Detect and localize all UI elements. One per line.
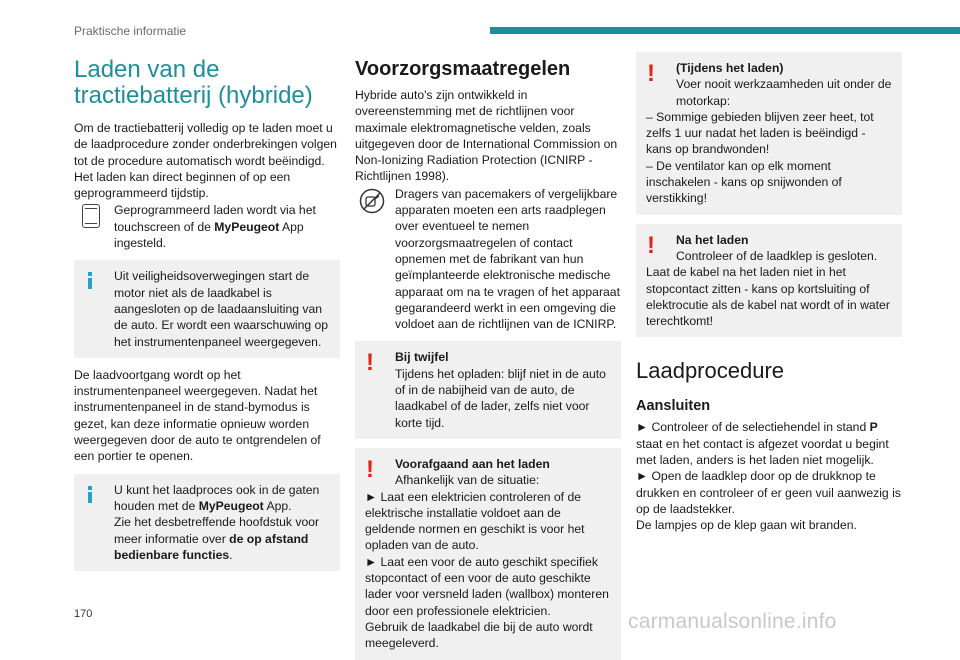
info-safety-text: Uit veiligheidsoverwegingen start de motor niet als de laadkabel is aangesloten op de laadaansluiting van de auto. Er wordt een waarschuwing op het instrumentenpaneel weergegeven. — [114, 269, 329, 349]
warning-icon: ! — [366, 455, 374, 483]
warning-line: – De ventilator kan op elk moment inschakelen - kans op snijwonden of verstikking! — [646, 158, 842, 206]
warning-title: Na het laden — [676, 232, 749, 247]
warning-line: Gebruik de laadkabel die bij de auto wordt meegeleverd. — [365, 619, 593, 651]
warning-icon: ! — [647, 231, 655, 259]
section-title-charging-procedure: Laadprocedure — [636, 358, 785, 384]
warning-icon: ! — [366, 349, 374, 377]
warning-title: Bij twijfel — [395, 350, 449, 365]
intro-paragraph: Om de tractiebatterij volledig op te laden moet u de laadprocedure zonder onderbrekingen volgen tot de procedure automatisch wordt beëindigd. Het laden kan direct beginnen of op een geprogrammeerd tijdstip. — [74, 121, 337, 201]
warning-line: Controleer of de laadklep is gesloten. — [676, 248, 878, 263]
step-open-flap: ► Open de laadklep door op de drukknop te drukken en controleer of er geen vuil aanwezig is op de laadstekker. — [636, 469, 901, 516]
pacemaker-text: Dragers van pacemakers of vergelijkbare apparaten moeten een arts raadplegen over eventueel te nemen voorzorgsmaatregelen of contact opnemen met de fabrikant van hun geïmplanteerde elektronische medische apparaat om na te vragen of het apparaat gegarandeerd werkt in een omgeving die voldoet aan de richtlijnen van de ICNIRP. — [395, 186, 620, 332]
info-icon — [88, 486, 92, 503]
warning-title: (Tijdens het laden) — [676, 61, 784, 75]
warning-line: – Sommige gebieden blijven zeer heet, tot zelfs 1 uur nadat het laden is beëindigd - kans op brandwonden! — [646, 109, 874, 157]
phone-note-end: App ingesteld. — [114, 219, 304, 251]
progress-paragraph: De laadvoortgang wordt op het instrumentenpaneel weergegeven. Nadat het instrumentenpaneel in de stand-bymodus is gezet, kan deze informatie opnieuw worden weergegeven door de auto te ontgrendelen of een portier te openen. — [74, 367, 321, 464]
phone-note — [74, 202, 340, 251]
app-name: MyPeugeot — [214, 219, 280, 234]
warning-box-before-charging — [355, 448, 621, 660]
info-box-app — [74, 474, 340, 571]
info-icon — [88, 272, 92, 289]
info-box-safety — [74, 260, 340, 357]
warning-line: Laat de kabel na het laden niet in het stopcontact zitten - kans op kortsluiting of elektrocutie als de kabel nat wordt of in water terechtkomt! — [646, 265, 890, 329]
subsection-title-connect: Aansluiten — [636, 398, 711, 415]
warning-box-during-charging — [636, 52, 902, 215]
phone-note-text: Geprogrammeerd laden wordt via het touchscreen of de — [114, 203, 316, 234]
page-number: 170 — [74, 608, 93, 620]
smartphone-icon — [82, 204, 100, 228]
warning-box-after-charging — [636, 224, 902, 338]
warning-icon: ! — [647, 60, 655, 87]
warning-line: ► Laat een voor de auto geschikt specifiek stopcontact of een voor de auto geschikte lader voor versneld laden (wallbox) monteren door een professionele elektricien. — [365, 554, 609, 618]
warning-line: Afhankelijk van de situatie: — [395, 473, 540, 488]
page-title: Laden van de tractiebatterij (hybride) — [74, 56, 313, 109]
info-app-text: U kunt het laadproces ook in de gaten houden met de MyPeugeot App. Zie het desbetreffende hoofdstuk voor meer informatie over de op afstand bedienbare functies. — [114, 482, 320, 562]
step-selector: ► Controleer of de selectiehendel in stand P staat en het contact is afgezet voordat u begint met laden, anders is het laden niet mogelijk. — [636, 420, 889, 468]
section-title-precautions: Voorzorgsmaatregelen — [355, 58, 571, 80]
column-left — [74, 52, 340, 571]
warning-text: Tijdens het opladen: blijf niet in de auto of in de nabijheid van de auto, de laadkabel of de lader, zelfs niet voor korte tijd. — [395, 366, 606, 430]
warning-box-doubt — [355, 341, 621, 438]
pacemaker-warning-icon — [359, 188, 385, 214]
header-accent-bar — [490, 27, 960, 34]
pacemaker-note — [355, 186, 621, 333]
watermark: carmanualsonline.info — [628, 610, 837, 633]
warning-title: Voorafgaand aan het laden — [395, 456, 550, 471]
running-header: Praktische informatie — [74, 24, 187, 38]
warning-line: Voer nooit werkzaamheden uit onder de motorkap: — [676, 77, 892, 108]
step-lights: De lampjes op de klep gaan wit branden. — [636, 518, 857, 533]
column-right — [636, 52, 902, 534]
warning-line: ► Laat een elektricien controleren of de elektrische installatie voldoet aan de geldende normen en geschikt is voor het opladen van de auto. — [365, 489, 585, 553]
icnirp-paragraph: Hybride auto's zijn ontwikkeld in overeenstemming met de richtlijnen voor maximale elektromagnetische velden, zoals uitgegeven door de International Commission on Non-Ionizing Radiation Protection (ICNIRP - Richtlijnen 1998). — [355, 88, 618, 184]
column-middle — [355, 52, 621, 660]
